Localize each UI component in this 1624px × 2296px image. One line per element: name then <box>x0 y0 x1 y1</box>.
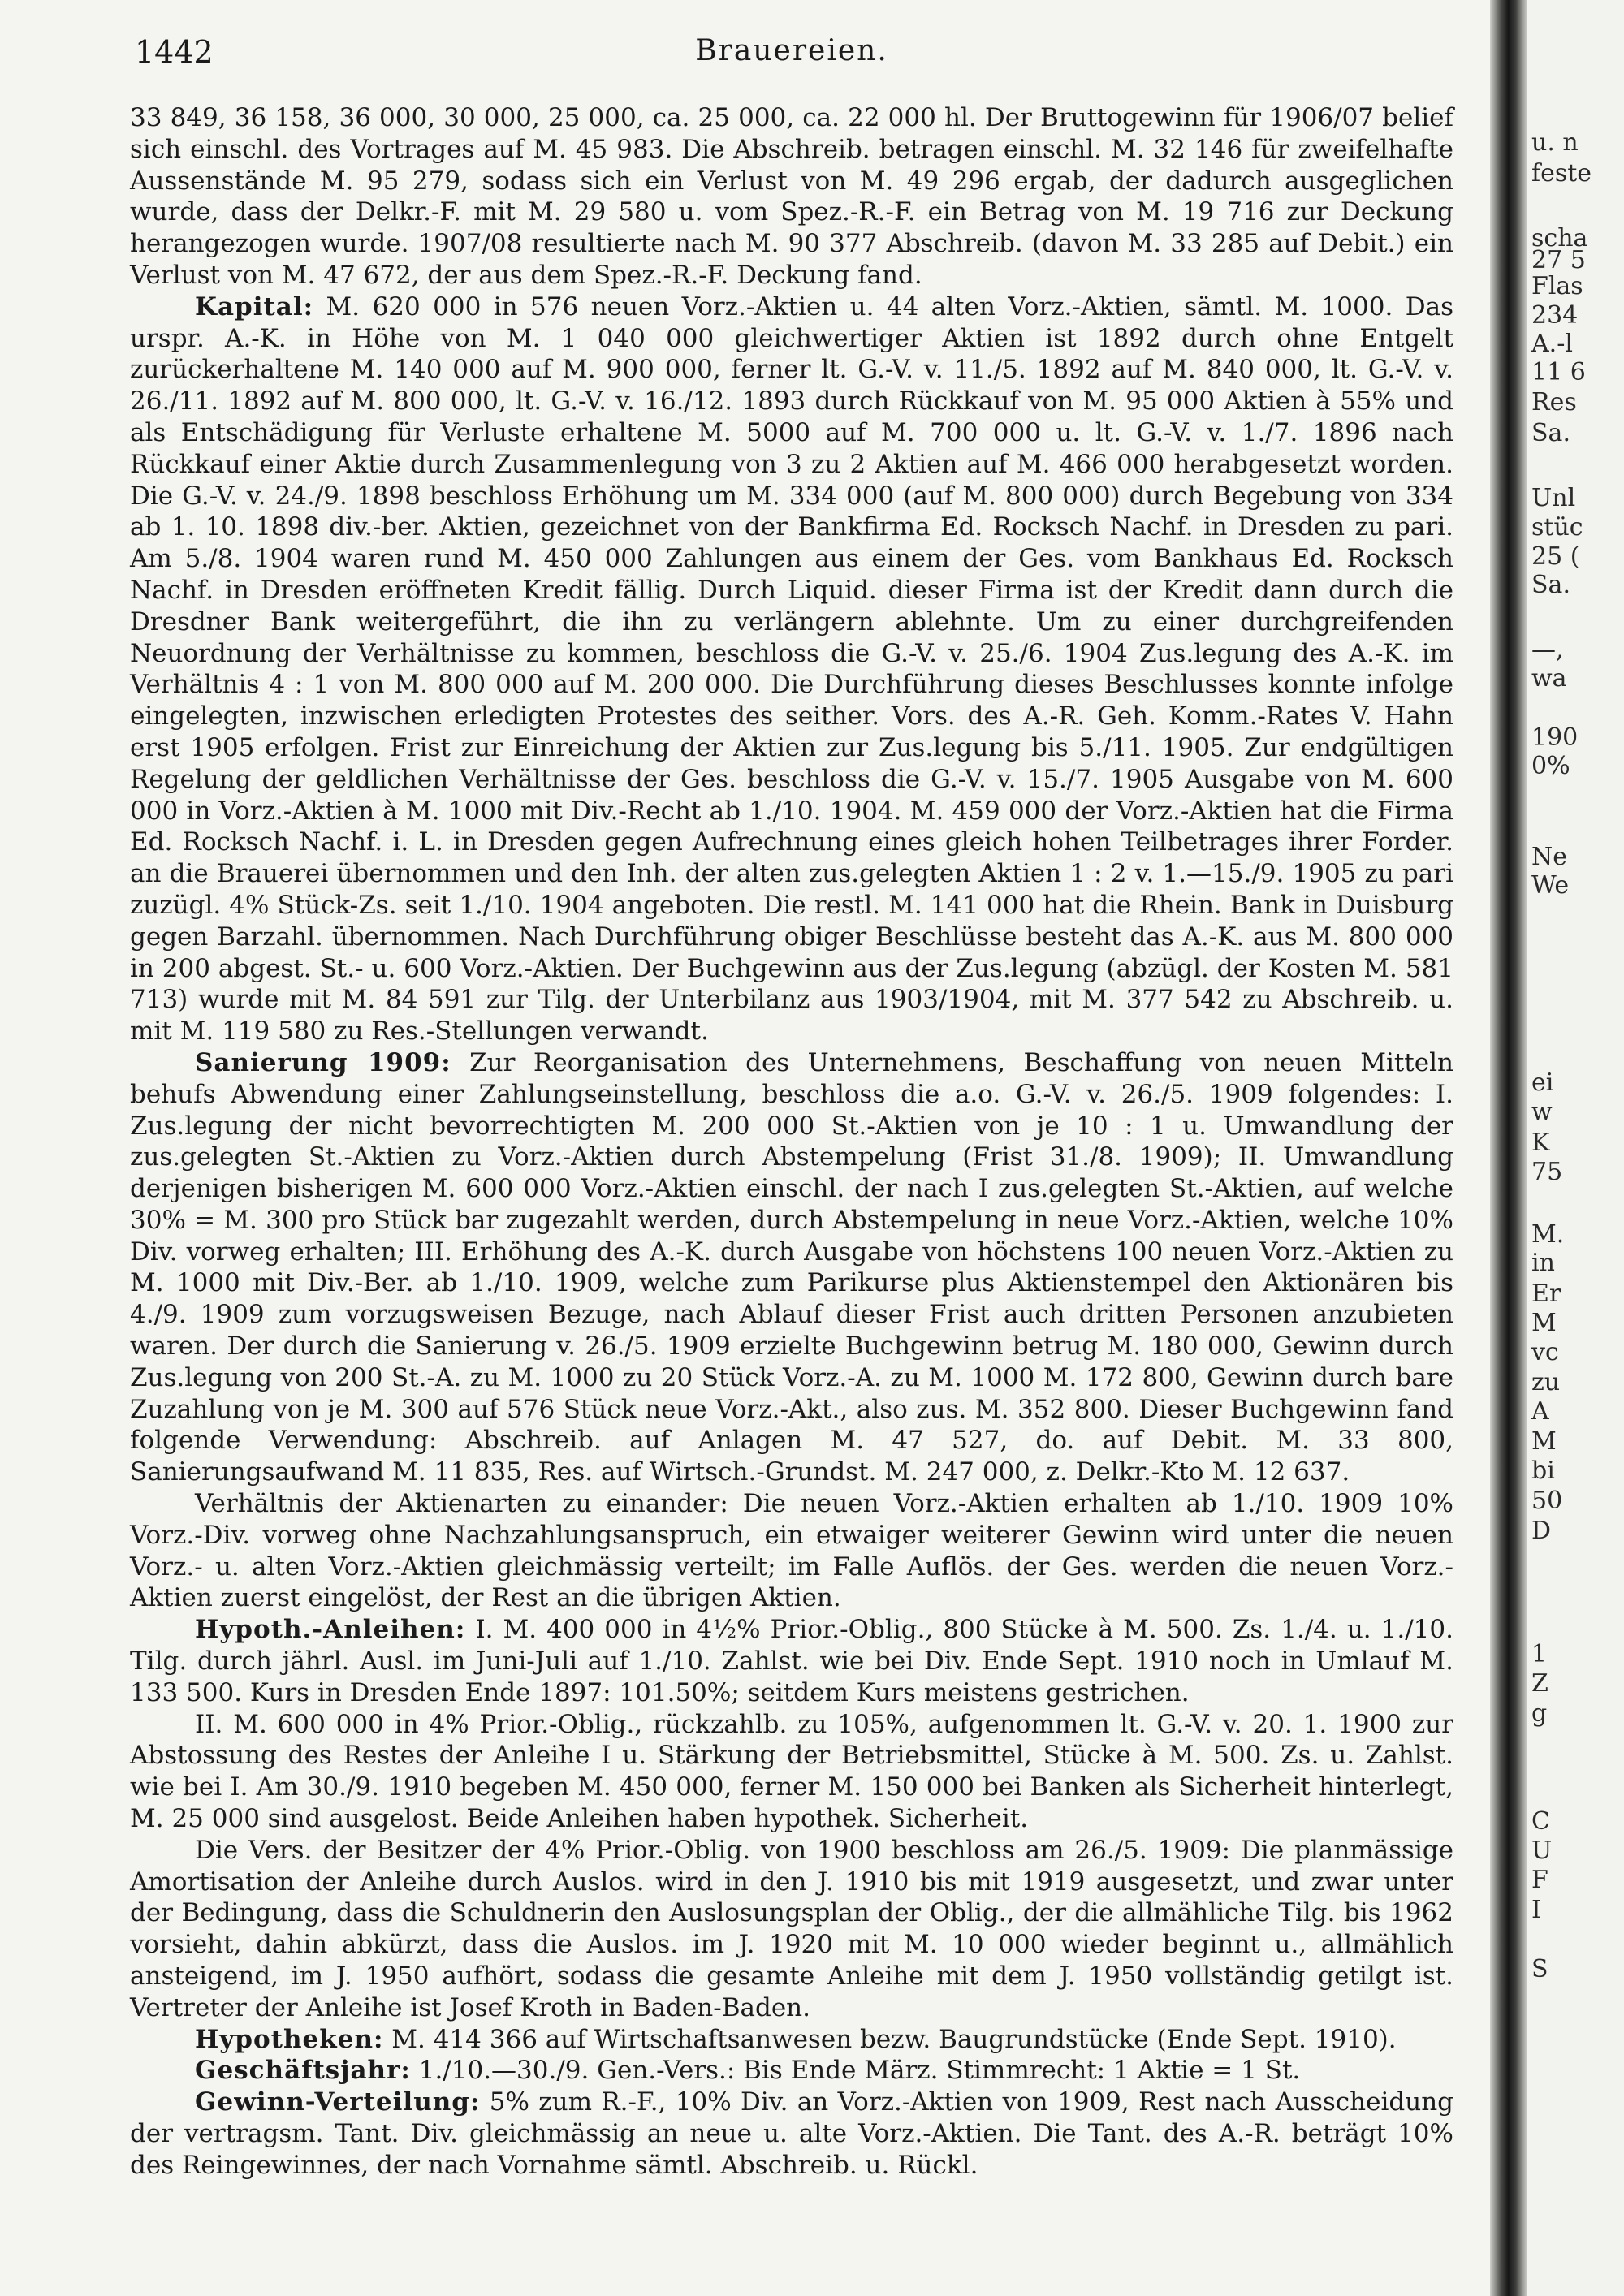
adjacent-page-fragment: A <box>1531 1397 1549 1426</box>
section-label: Sanierung 1909: <box>195 1047 451 1077</box>
paragraph <box>130 2087 1453 2181</box>
paragraph-text: Zur Reorganisation des Unternehmens, Beschaffung von neuen Mitteln behufs Abwendung einer Zahlungseinstellung, beschloss die a.o. G.-V. v. 26./5. 1909 folgendes: I. Zus.legung der nicht bevorrechtigten M. 200 000 St.-Aktien von je 10 : 1 u. Umwandlung der zus.gelegten St.-Aktien zu Vorz.-Aktien durch Abstempelung (Frist 31./8. 1909); II. Umwandlung derjenigen bisherigen M. 600 000 Vorz.-Aktien einschl. der nach I zus.gelegten St.-Aktien, auf welche 30% = M. 300 pro Stück bar zugezahlt werden, durch Abstempelung in neue Vorz.-Aktien, welche 10% Div. vorweg erhalten; III. Erhöhung des A.-K. durch Ausgabe von höchstens 100 neuen Vorz.-Aktien zu M. 1000 mit Div.-Ber. ab 1./10. 1909, welche zum Parikurse plus Aktienstempel den Aktionären bis 4./9. 1909 zum vorzugsweisen Bezuge, nach Ablauf dieser Frist auch dritten Personen anzubieten waren. Der durch die Sanierung v. 26./5. 1909 erzielte Buchgewinn betrug M. 180 000, Gewinn durch Zus.legung von 200 St.-A. zu M. 1000 zu 20 Stück Vorz.-A. zu M. 1000 M. 172 800, Gewinn durch bare Zuzahlung von je M. 300 auf 576 Stück neue Vorz.-Akt., also zus. M. 352 800. Dieser Buchgewinn fand folgende Verwendung: Abschreib. auf Anlagen M. 47 527, do. auf Debit. M. 33 800, Sanierungsaufwand M. 11 835, Res. auf Wirtsch.-Grundst. M. 247 000, z. Delkr.-Kto M. 12 637. <box>130 1047 1453 1487</box>
section-label: Hypoth.-Anleihen: <box>195 1615 466 1645</box>
paragraph <box>130 1709 1453 1835</box>
paragraph <box>130 1047 1453 1488</box>
adjacent-page-fragment: zu <box>1531 1368 1561 1396</box>
adjacent-page-fragment: u. n <box>1531 128 1579 157</box>
section-label: Hypotheken: <box>195 2024 384 2054</box>
paragraph-text: 5% zum R.-F., 10% Div. an Vorz.-Aktien von 1909, Rest nach Ausscheidung der vertragsm. Tant. Div. gleichmässig an neue u. alte Vorz.-Aktien. Die Tant. des A.-R. beträgt 10% des Reingewinnes, der nach Vornahme sämtl. Abschreib. u. Rückl. <box>130 2087 1454 2180</box>
adjacent-page-fragment: C <box>1531 1807 1550 1836</box>
paragraph <box>130 291 1453 1047</box>
paragraph <box>130 2055 1453 2087</box>
adjacent-page-fragment: Ne <box>1531 843 1568 871</box>
paragraph-text: I. M. 400 000 in 4½% Prior.-Oblig., 800 Stücke à M. 500. Zs. 1./4. u. 1./10. Tilg. durch jährl. Ausl. im Juni-Juli auf 1./10. Zahlst. wie bei Div. Ende Sept. 1910 noch in Umlauf M. 133 500. Kurs in Dresden Ende 1897: 101.50%; seitdem Kurs meistens gestrichen. <box>130 1615 1453 1707</box>
adjacent-page-fragment: —, <box>1531 636 1564 664</box>
adjacent-page-fragment: in <box>1531 1249 1555 1277</box>
adjacent-page-fragment: vc <box>1531 1338 1559 1366</box>
adjacent-page-fragment: 234 <box>1531 301 1579 330</box>
adjacent-page-fragment: Flas <box>1531 272 1583 300</box>
adjacent-page-fragment: 1 <box>1531 1640 1548 1668</box>
paragraph <box>130 1835 1453 2024</box>
adjacent-page-fragment: 25 ( <box>1531 542 1580 571</box>
adjacent-page-fragment: Er <box>1531 1280 1561 1308</box>
adjacent-page-fragment: F <box>1531 1866 1548 1894</box>
adjacent-page-fragment: wa <box>1531 664 1567 693</box>
adjacent-page-fragment: U <box>1531 1836 1553 1865</box>
adjacent-page-fragment: Sa. <box>1531 571 1570 599</box>
paragraph <box>130 102 1453 291</box>
section-label: Gewinn-Verteilung: <box>195 2087 481 2117</box>
running-head: Brauereien. <box>695 34 888 67</box>
adjacent-page-fragment: 27 5 <box>1531 246 1586 274</box>
adjacent-page-fragment: M <box>1531 1427 1557 1456</box>
page-number: 1442 <box>135 34 214 70</box>
paragraph-text: M. 414 366 auf Wirtschaftsanwesen bezw. Baugrundstücke (Ende Sept. 1910). <box>391 2024 1397 2054</box>
adjacent-page-fragment: 0% <box>1531 752 1570 780</box>
paragraph-text: II. M. 600 000 in 4% Prior.-Oblig., rückzahlb. zu 105%, aufgenommen lt. G.-V. v. 20. 1. 1900 zur Abstossung des Restes der Anleihe I u. Stärkung der Betriebsmittel, Stücke à M. 500. Zs. u. Zahlst. wie bei I. Am 30./9. 1910 begeben M. 450 000, ferner M. 150 000 bei Banken als Sicherheit hinterlegt, M. 25 000 sind ausgelost. Beide Anleihen haben hypothek. Sicherheit. <box>130 1709 1453 1834</box>
adjacent-page-fragment: Z <box>1531 1669 1548 1698</box>
adjacent-page-fragment: M <box>1531 1309 1557 1337</box>
adjacent-page-fragment: bi <box>1531 1457 1555 1485</box>
page-body <box>130 102 1453 2182</box>
adjacent-page-fragment: 190 <box>1531 723 1579 752</box>
adjacent-page-fragment: D <box>1531 1517 1552 1545</box>
adjacent-page-fragment: feste <box>1531 159 1592 188</box>
paragraph <box>130 2024 1453 2056</box>
adjacent-page-fragment: Res <box>1531 388 1577 416</box>
adjacent-page-edge <box>1527 0 1624 2296</box>
adjacent-page-fragment: Unl <box>1531 484 1576 512</box>
adjacent-page-fragment: Sa. <box>1531 419 1570 447</box>
adjacent-page-fragment: A.-l <box>1531 330 1573 358</box>
section-label: Geschäftsjahr: <box>195 2056 411 2086</box>
paragraph-text: Verhältnis der Aktienarten zu einander: Die neuen Vorz.-Aktien erhalten ab 1./10. 1909 10% Vorz.-Div. vorweg ohne Nachzahlungsanspruch, ein etwaiger weiterer Gewinn wird unter die neuen Vorz.- u. alten Vorz.-Aktien gleichmässig verteilt; im Falle Auflös. der Ges. werden die neuen Vorz.-Aktien zuerst eingelöst, der Rest an die übrigen Aktien. <box>130 1489 1453 1613</box>
adjacent-page-fragment: S <box>1531 1955 1548 1983</box>
section-label: Kapital: <box>195 291 314 322</box>
paragraph-text: 33 849, 36 158, 36 000, 30 000, 25 000, ca. 25 000, ca. 22 000 hl. Der Bruttogewinn für 1906/07 belief sich einschl. des Vortrages auf M. 45 983. Die Abschreib. betragen einschl. M. 32 146 für zweifelhafte Aussenstände M. 95 279, sodass sich ein Verlust von M. 49 296 ergab, der dadurch ausgeglichen wurde, dass der Delkr.-F. mit M. 29 580 u. vom Spez.-R.-F. ein Betrag von M. 19 716 zur Deckung herangezogen wurde. 1907/08 resultierte nach M. 90 377 Abschreib. (davon M. 33 285 auf Debit.) ein Verlust von M. 47 672, der aus dem Spez.-R.-F. Deckung fand. <box>130 103 1453 290</box>
adjacent-page-fragment: stüc <box>1531 513 1583 542</box>
adjacent-page-fragment: g <box>1531 1699 1548 1728</box>
adjacent-page-fragment: ei <box>1531 1068 1554 1097</box>
adjacent-page-fragment: I <box>1531 1896 1541 1924</box>
adjacent-page-fragment: M. <box>1531 1220 1565 1249</box>
page-header <box>130 34 1453 75</box>
paragraph-text: 1./10.—30./9. Gen.-Vers.: Bis Ende März. Stimmrecht: 1 Aktie = 1 St. <box>418 2056 1301 2086</box>
paragraph-text: M. 620 000 in 576 neuen Vorz.-Aktien u. 44 alten Vorz.-Aktien, sämtl. M. 1000. Das urspr. A.-K. in Höhe von M. 1 040 000 gleichwertiger Aktien ist 1892 durch ohne Entgelt zurückerhaltene M. 140 000 auf M. 900 000, ferner lt. G.-V. v. 11./5. 1892 auf M. 840 000, lt. G.-V. v. 26./11. 1892 auf M. 800 000, lt. G.-V. v. 16./12. 1893 durch Rückkauf von M. 95 000 Aktien à 55% und als Entschädigung für Verluste erhaltene M. 5000 auf M. 700 000 u. lt. G.-V. v. 1./7. 1896 nach Rückkauf einer Aktie durch Zusammenlegung von 3 zu 2 Aktien auf M. 466 000 herabgesetzt worden. Die G.-V. v. 24./9. 1898 beschloss Erhöhung um M. 334 000 (auf M. 800 000) durch Begebung von 334 ab 1. 10. 1898 div.-ber. Aktien, gezeichnet von der Bankfirma Ed. Rocksch Nachf. in Dresden zu pari. Am 5./8. 1904 waren rund M. 450 000 Zahlungen aus einem der Ges. vom Bankhaus Ed. Rocksch Nachf. in Dresden eröffneten Kredit fällig. Durch Liquid. dieser Firma ist der Kredit dann durch die Dresdner Bank weitergeführt, die ihn zu verlängern ablehnte. Um zu einer durchgreifenden Neuordnung der Verhältnisse zu kommen, beschloss die G.-V. v. 25./6. 1904 Zus.legung des A.-K. im Verhältnis 4 : 1 von M. 800 000 auf M. 200 000. Die Durchführung dieses Beschlusses konnte infolge eingelegten, inzwischen erledigten Protestes des seither. Vors. des A.-R. Geh. Komm.-Rates V. Hahn erst 1905 erfolgen. Frist zur Einreichung der Aktien zur Zus.legung bis 5./11. 1905. Zur endgültigen Regelung der geldlichen Verhältnisse der Ges. beschloss die G.-V. v. 15./7. 1905 Ausgabe von M. 600 000 in Vorz.-Aktien à M. 1000 mit Div.-Recht ab 1./10. 1904. M. 459 000 der Vorz.-Aktien hat die Firma Ed. Rocksch Nachf. i. L. in Dresden gegen Aufrechnung eines gleich hohen Teilbetrages ihrer Forder. an die Brauerei übernommen und den Inh. der alten zus.gelegten Aktien 1 : 2 v. 1.—15./9. 1905 zu pari zuzügl. 4% Stück-Zs. seit 1./10. 1904 angeboten. Die restl. M. 141 000 hat die Rhein. Bank in Duisburg gegen Barzahl. übernommen. Nach Durchführung obiger Beschlüsse besteht das A.-K. aus M. 800 000 in 200 abgest. St.- u. 600 Vorz.-Aktien. Der Buchgewinn aus der Zus.legung (abzügl. der Kosten M. 581 713) wurde mit M. 84 591 zur Tilg. der Unterbilanz aus 1903/1904, mit M. 377 542 zu Abschreib. u. mit M. 119 580 zu Res.-Stellungen verwandt. <box>130 291 1454 1047</box>
adjacent-page-fragment: 50 <box>1531 1487 1563 1515</box>
paragraph <box>130 1488 1453 1614</box>
adjacent-page-fragment: 75 <box>1531 1158 1563 1186</box>
book-gutter <box>1490 0 1527 2296</box>
adjacent-page-fragment: scha <box>1531 224 1588 252</box>
paragraph <box>130 1614 1453 1708</box>
adjacent-page-fragment: K <box>1531 1129 1550 1157</box>
adjacent-page-fragment: w <box>1531 1098 1553 1126</box>
paragraph-text: Die Vers. der Besitzer der 4% Prior.-Oblig. von 1900 beschloss am 26./5. 1909: Die planmässige Amortisation der Anleihe durch Auslos. wird in den J. 1910 bis mit 1919 ausgesetzt, und zwar unter der Bedingung, dass die Schuldnerin den Auslosungsplan der Oblig., der die allmähliche Tilg. bis 1962 vorsieht, dahin abkürzt, dass die Auslos. im J. 1920 mit M. 10 000 wieder beginnt u., allmählich ansteigend, im J. 1950 aufhört, sodass die gesamte Anleihe mit dem J. 1950 vollständig getilgt ist. Vertreter der Anleihe ist Josef Kroth in Baden-Baden. <box>130 1835 1453 2022</box>
adjacent-page-fragment: 11 6 <box>1531 358 1586 386</box>
adjacent-page-fragment: We <box>1531 871 1570 900</box>
